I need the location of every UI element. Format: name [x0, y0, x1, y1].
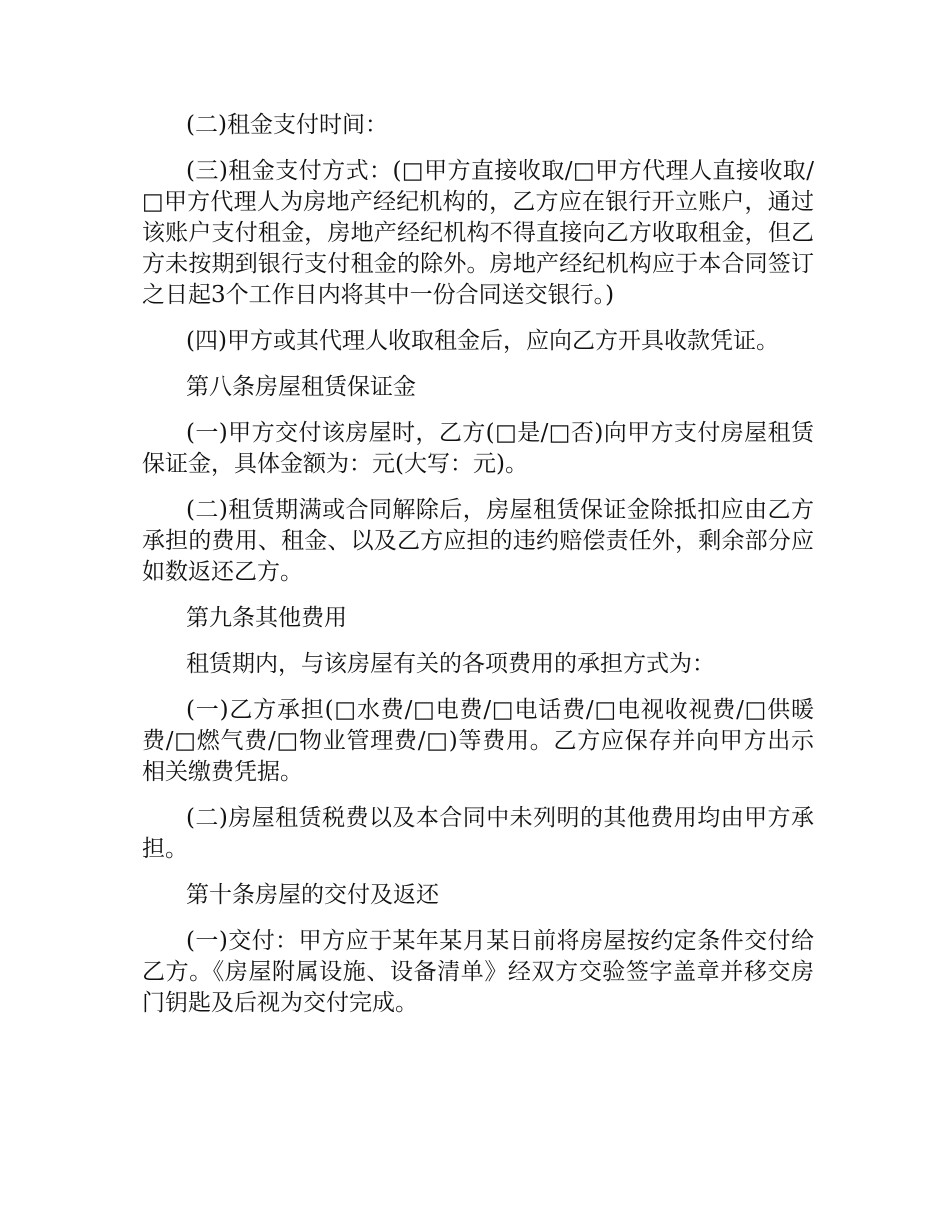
clause-rent-receipt: (四)甲方或其代理人收取租金后，应向乙方开具收款凭证。	[186, 328, 779, 354]
clause-landlord-fees: (二)房屋租赁税费以及本合同中未列明的其他费用均由甲方承担。	[142, 805, 814, 862]
clause-tenant-fees: (一)乙方承担(□水费/□电费/□电话费/□电视收视费/□供暖费/□燃气费/□物业管理费/□)等费用。乙方应保存并向甲方出示相关缴费凭据。	[142, 697, 814, 785]
document-page	[142, 110, 814, 1034]
article-10-heading: 第十条房屋的交付及返还	[186, 882, 439, 908]
clause-handover: (一)交付：甲方应于某年某月某日前将房屋按约定条件交付给乙方。《房屋附属设施、设备清单》经双方交验签字盖章并移交房门钥匙及后视为交付完成。	[142, 928, 814, 1016]
clause-fees-intro: 租赁期内，与该房屋有关的各项费用的承担方式为：	[186, 651, 715, 677]
clause-rent-payment-time: (二)租金支付时间：	[186, 112, 388, 138]
article-8-heading: 第八条房屋租赁保证金	[186, 374, 416, 400]
clause-deposit-return: (二)租赁期满或合同解除后，房屋租赁保证金除抵扣应由乙方承担的费用、租金、以及乙方应担的违约赔偿责任外，剩余部分应如数返还乙方。	[142, 497, 814, 585]
clause-deposit-amount: (一)甲方交付该房屋时，乙方(□是/□否)向甲方支付房屋租赁保证金，具体金额为：元(大写：元)。	[142, 420, 814, 477]
article-9-heading: 第九条其他费用	[186, 605, 347, 631]
clause-rent-payment-method: (三)租金支付方式：(□甲方直接收取/□甲方代理人直接收取/□甲方代理人为房地产经纪机构的，乙方应在银行开立账户，通过该账户支付租金，房地产经纪机构不得直接向乙方收取租金，但乙方未按期到银行支付租金的除外。房地产经纪机构应于本合同签订之日起3个工作日内将其中一份合同送交银行。)	[142, 158, 814, 308]
